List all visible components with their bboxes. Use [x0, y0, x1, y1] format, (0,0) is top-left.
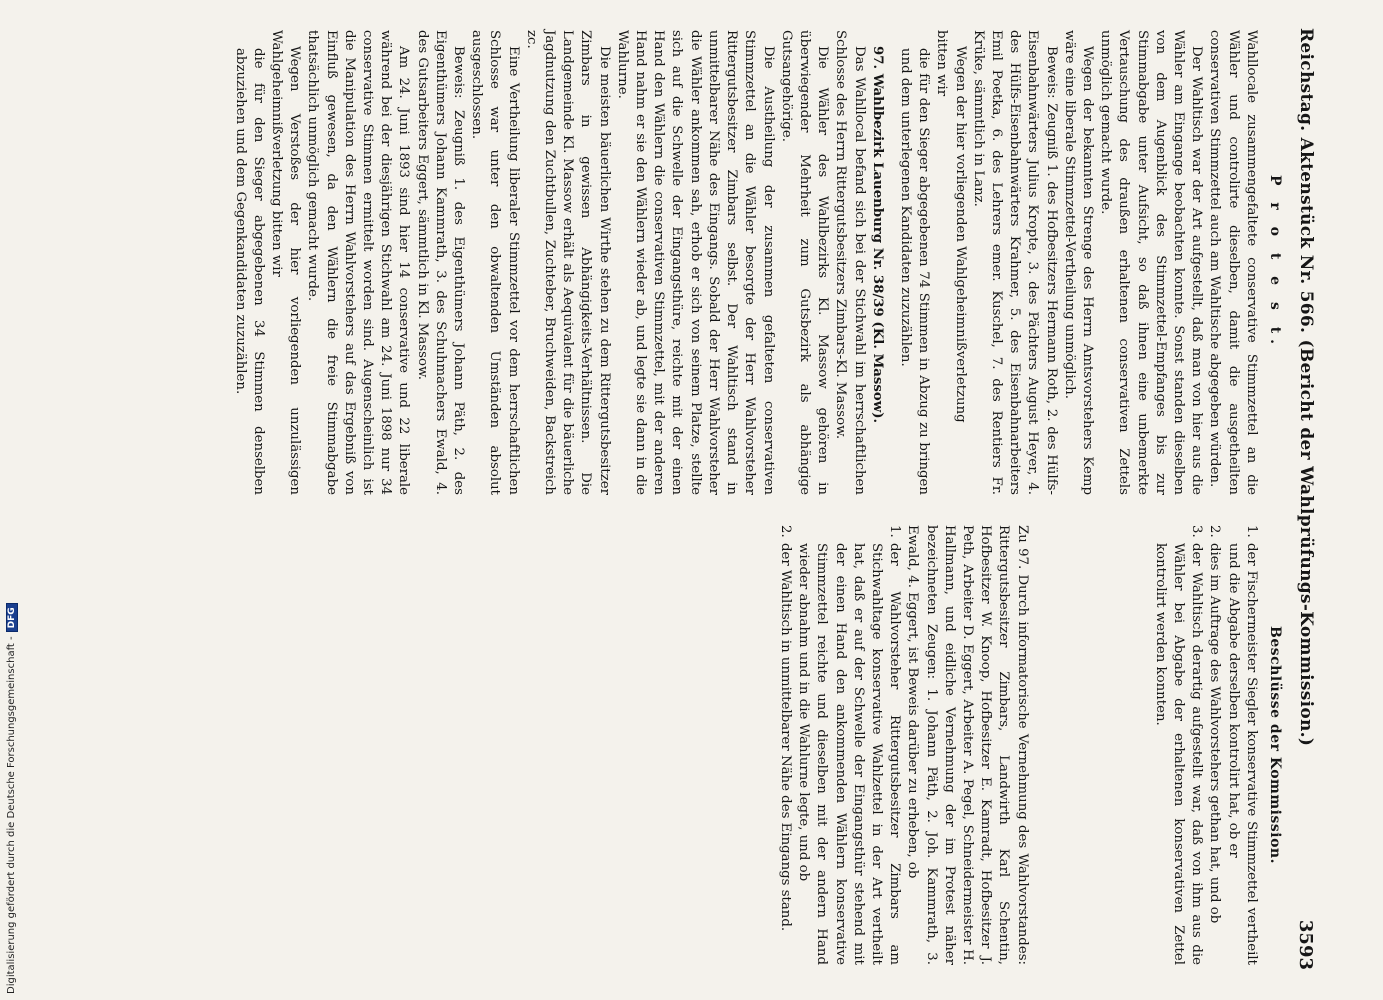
paragraph: Die Austheilung der zusammen gefalteten conservativen Stimmzettel an die Wähler besorgte der Herr Wahlvorsteher Rittergutsbesitzer Zimbars selbst. Der Wahltisch stand in unmittelbarer Nähe des Eingangs. Sobald der Herr Wahlvorsteher die Wähler ankommen sah, erhob er sich von seinem Platze, stellte sich auf die Schwelle der Eingangsthüre, reichte mit der einen Hand den Wählern die conservativen Stimmzettel, mit der anderen Hand nahm er sie den Wählern wieder ab, und legte sie dann in die Wahlurne. [614, 30, 776, 495]
paragraph: Wahllocale zusammengefaltete conservative Stimmzettel an die Wähler und controlirte dieselben, damit die ausgetheilten conservativen Stimmzettel auch am Wahltische abgegeben würden. [1207, 30, 1259, 495]
running-head [1290, 10, 1320, 990]
commission-column [776, 525, 1284, 965]
document-page [120, 10, 1320, 990]
paragraph: Der Wahltisch war der Art aufgestellt, daß man von hier aus die Wähler am Eingange beobachten konnte. Sonst standen dieselben von dem Augenblick des Stimmzettel-Empfanges bis zur Stimmabgabe unter Aufsicht, so daß ihnen eine unbemerkte Vertauschung des draußen erhaltenen conservativen Zettels unmöglich gemacht wurde. [1098, 30, 1205, 495]
list-item: 2. dies im Auftrage des Wahlvorstehers gethan hat, und ob [1207, 525, 1223, 924]
zu97-paragraph: Zu 97. Durch informatorische Vernehmung des Wahlvorstandes: Rittergutsbesitzer Zimbars, Landwirth Karl Schentin, Hofbesitzer W. Knoop, Hofbesitzer E. Kamradt, Hofbesitzer J. Peth, Arbeiter D. Eggert, Arbeiter A. Pegel, Schneidermeister H. Hallmann, und eidliche Vernehmung der im Protest näher bezeichneten Zeugen: 1. Johann Päth, 2. Joh. Kammrath, 3. Ewald, 4. Eggert, ist Beweis darüber zu erheben, ob [905, 525, 1030, 965]
commission-heading: Beschlüsse der Kommission. [1267, 626, 1283, 864]
list-item: 1. der Wahlvorsteher Rittergutsbesitzer Zimbars am Stichwahltage konservative Wahlzettel in der Art vertheilt hat, daß er auf der Schwelle der Eingangsthür stehend mit der einen Hand den ankommenden Wählern konservative Stimmzettel reichte und dieselben mit der andern Hand wieder abnahm und in die Wahlurne legte, und ob [796, 525, 903, 965]
list-item: 2. der Wahltisch in unmittelbarer Nähe des Eingangs stand. [777, 525, 793, 932]
paragraph: Beweis: Zeugniß 1. des Eigenthümers Johann Päth, 2. des Eigenthümers Johann Kammrath, 3. des Schuhmachers Ewald, 4. des Gutsarbeiters Eggert, sämmtlich in Kl. Massow. [414, 30, 467, 495]
paragraph: die für den Sieger abgegebenen 34 Stimmen denselben abzuziehen und dem Gegenkandidaten zuzuzählen. [232, 48, 266, 495]
paragraph: Wegen der hier vorliegenden Wahlgeheimnißverletzung [952, 46, 968, 423]
paragraph: Die Wähler des Wahlbezirks Kl. Massow gehören in überwiegender Mehrheit zum Gutsbezirk als abhängige Gutsangehörige. [778, 30, 831, 495]
running-head-title: Reichstag. Aktenstück Nr. 566. (Bericht der Wahlprüfungs-Kommission.) [1296, 28, 1316, 747]
paragraph: Am 24. Juni 1893 sind hier 14 conservative und 22 liberale während bei der diesjährigen Stichwahl am 24. Juni 1898 nur 34 conservative Stimmen ermittelt worden sind. Augenscheinlich ist die Manipulation des Herrn Wahlvorstehers auf das Ergebniß von Einfluß gewesen, da den Wählern die freie Stimmabgabe thatsächlich unmöglich gemacht wurde. [305, 30, 412, 495]
paragraph: Beweis: Zeugniß 1. des Hofbesitzers Hermann Roth, 2. des Hülfs-Eisenbahnwärters Julius Kropte, 3. des Pächters August Heyer, 4. des Hülfs-Eisenbahnwärters Krahmer, 5. des Eisenbahnarbeiters Emil Poetka, 6. des Lehrers emer. Kuschel, 7. des Rentiers Fr. Krüke, sämmtlich in Lanz. [970, 30, 1059, 495]
paragraph: Wegen der bekannten Strenge des Herrn Amtsvorstehers Kemp wäre eine liberale Stimmzettel-Vertheilung unmöglich. [1061, 30, 1095, 495]
paragraph: Die meisten bäuerlichen Wirthe stehen zu dem Rittergutsbesitzer Zimbars in gewissen Abhängigkeits-Verhältnissen. Die Landgemeinde Kl. Massow erhält als Aequivalent für die bäuerliche Jagdnutzung den Zuchtbullen, Zuchteber, Bruchweiden, Backstreich zc. [523, 30, 612, 495]
commission-list-b [776, 525, 903, 965]
list-item: 3. der Wahltisch derartig aufgestellt war, daß von ihm aus die Wähler bei Abgabe der erhaltenen konservativen Zettel kontrolirt werden konnten. [1152, 525, 1205, 965]
list-item: 1. der Fischermeister Siegler konservative Stimmzettel vertheilt und die Abgabe derselben kontrolirt hat, ob er [1225, 525, 1259, 965]
dfg-logo: DFG [6, 603, 18, 632]
paragraph: die für den Sieger abgegebenen 74 Stimmen in Abzug zu bringen und dem unterlegenen Kandidaten zuzuzählen. [897, 48, 932, 495]
paragraph: Wegen Verstoßes der hier vorliegenden unzulässigen Wahlgeheimnißverletzung bitten wir [269, 30, 303, 495]
protest-heading: P r o t e s t. [1267, 174, 1283, 351]
digitization-text: Digitalisierung gefördert durch die Deutsche Forschungsgemeinschaft - [6, 636, 17, 994]
protest-column [230, 30, 1284, 495]
paragraph: Eine Vertheilung liberaler Stimmzettel vor dem herrschaftlichen Schlosse war unter den obwaltenden Umständen absolut ausgeschlossen. [469, 30, 521, 495]
section-heading: 97. Wahlbezirk Lauenburg Nr. 38/39 (Kl. Massow). [869, 46, 885, 424]
commission-list-a [1151, 525, 1260, 965]
paragraph: Das Wahllocal befand sich bei der Stichwahl im herrschaftlichen Schlosse des Herrn Rittergutsbesitzers Zimbars-Kl. Massow. [833, 30, 867, 495]
digitization-note [6, 0, 20, 994]
page-number: 3593 [1295, 919, 1316, 970]
paragraph: bitten wir [934, 30, 950, 97]
